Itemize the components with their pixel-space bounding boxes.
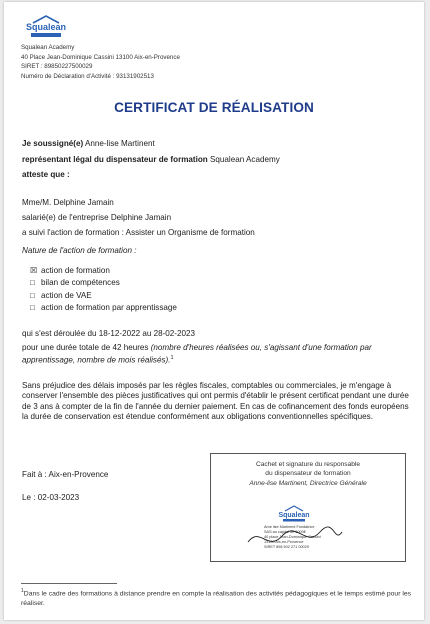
logo-text: Squalean — [25, 22, 67, 32]
checkbox-icon: □ — [30, 278, 35, 288]
stamp-line: SIRET 898 502 271 00029 — [264, 545, 309, 549]
retention-paragraph: Sans préjudice des délais imposés par les règles fiscales, comptables ou commerciales, je m'engage à conserver l'ensemble des pièces justificatives qui ont permis d'établir le présent certificat pendant une durée de 3 ans à compter de la fin de l'année du dernier paiement. En cas de cofinancement des fonds européens la durée de conservation est étendue conformément aux obligations conventionnelles spécifiques. — [22, 381, 409, 421]
duration-text — [22, 343, 410, 366]
signature-caption-1: Cachet et signature du responsable — [255, 461, 361, 468]
org-declaration: Numéro de Déclaration d'Activité : 93131902513 — [21, 72, 154, 80]
squalean-logo — [21, 13, 71, 39]
footnote — [21, 587, 413, 608]
stamp-line: 40 place Jean-Dominique Cassini — [264, 535, 321, 539]
company-stamp — [242, 502, 346, 558]
option-label: action de formation — [41, 266, 110, 275]
training-action: a suivi l'action de formation : Assister un Organisme de formation — [22, 228, 255, 237]
option-vae — [30, 290, 177, 302]
org-name: Squalean Academy — [21, 44, 75, 51]
nature-label: Nature de l'action de formation : — [22, 246, 137, 255]
organization-header — [21, 43, 180, 81]
document-title: CERTIFICAT DE RÉALISATION — [114, 100, 314, 115]
signature-box — [210, 453, 406, 562]
trainee-name: Mme/M. Delphine Jamain — [22, 198, 114, 207]
representative-label: représentant légal du dispensateur de formation — [22, 155, 208, 164]
provider-name: Squalean Academy — [210, 155, 280, 164]
duration-main: pour une durée totale de 42 heures — [22, 343, 151, 352]
nature-options — [30, 265, 177, 315]
signatory-label: Je soussigné(e) — [22, 139, 84, 148]
org-siret: SIRET : 89850227500029 — [21, 63, 93, 71]
signature-caption-2: du dispensateur de formation — [265, 470, 351, 478]
footnote-number: 1 — [21, 588, 24, 594]
footnote-ref: 1 — [170, 355, 174, 362]
option-bilan — [30, 277, 177, 289]
place-signed: Fait à : Aix-en-Provence — [22, 470, 109, 479]
signatory-title: Anne-lise Martinent, Directrice Générale — [249, 479, 367, 487]
training-dates: qui s'est déroulée du 18-12-2022 au 28-02-2023 — [22, 329, 195, 338]
option-label: action de formation par apprentissage — [41, 303, 177, 313]
duration-note: (nombre d'heures réalisées ou, s'agissant d'une formation par apprentissage, nombre de mois réalisés). — [22, 343, 372, 365]
date-signed: Le : 02-03-2023 — [22, 493, 80, 502]
option-apprentissage — [30, 302, 177, 314]
checkbox-icon: □ — [30, 290, 35, 300]
footnote-text: Dans le cadre des formations à distance prendre en compte la réalisation des activités pédagogiques et le temps estimé pour les réaliser. — [21, 590, 412, 607]
certificate-page — [4, 2, 424, 620]
option-action-formation — [30, 265, 177, 277]
option-label: bilan de compétences — [41, 278, 120, 288]
representative-line — [22, 155, 280, 164]
checkbox-icon: □ — [30, 303, 35, 313]
checkbox-checked-icon: ☒ — [30, 266, 38, 275]
footnote-divider — [21, 583, 117, 584]
option-label: action de VAE — [41, 290, 92, 300]
trainee-employer: salarié(e) de l'entreprise Delphine Jamain — [22, 213, 172, 222]
stamp-logo-text: Squalean — [278, 512, 310, 519]
stamp-line: 13100 Aix-en-Provence — [264, 540, 304, 544]
signatory-line — [22, 139, 155, 148]
signatory-name: Anne-lise Martinent — [85, 139, 155, 148]
attests-line: atteste que : — [22, 170, 70, 179]
stamp-line: Ame lise Martinent Fondatrice — [264, 525, 315, 529]
stamp-line: SAS au capital de 1000€ — [264, 530, 306, 534]
org-address: 40 Place Jean-Dominique Cassini 13100 Aix-en-Provence — [21, 53, 180, 61]
